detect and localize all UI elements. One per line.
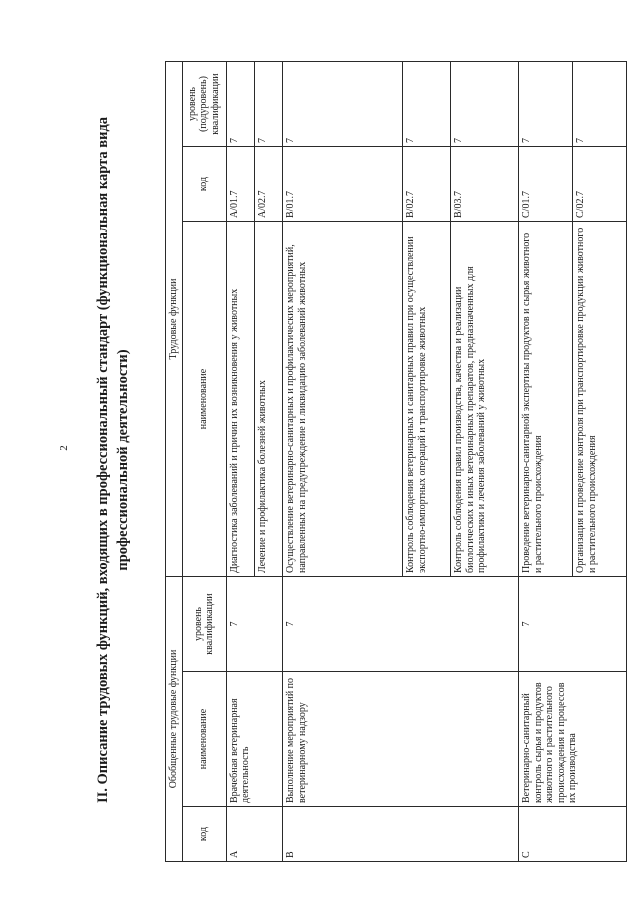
- gen-code: A: [226, 807, 283, 862]
- functional-map: [165, 62, 627, 862]
- table-row: [519, 62, 573, 862]
- header-fn-name: наименование: [182, 222, 226, 577]
- fn-level: 7: [451, 62, 519, 147]
- fn-code: B/01.7: [283, 147, 403, 222]
- fn-code: B/03.7: [451, 147, 519, 222]
- fn-name: Контроль соблюдения правил производства, качества и реализации биологических и иных ветеринарных препаратов, предназначенных для профилактики и лечения заболеваний у животных: [451, 222, 519, 577]
- gen-name: Врачебная ветеринарная деятельность: [226, 672, 283, 807]
- header-labor: Трудовые функции: [166, 62, 183, 577]
- header-gen-name: наименование: [182, 672, 226, 807]
- header-generalized: Обобщенные трудовые функции: [166, 577, 183, 862]
- fn-level: 7: [226, 62, 254, 147]
- table-row: [283, 62, 403, 862]
- fn-name: Организация и проведение контроля при транспортировке продукции животного и растительного происхождения: [573, 222, 627, 577]
- header-fn-code: код: [182, 147, 226, 222]
- page-number: 2: [58, 445, 70, 451]
- gen-level: 7: [283, 577, 519, 672]
- fn-code: C/02.7: [573, 147, 627, 222]
- gen-code: C: [519, 807, 627, 862]
- fn-name: Лечение и профилактика болезней животных: [254, 222, 282, 577]
- section-title: II. Описание трудовых функций, входящих в профессиональный стандарт (функциональная карта вида профессиональной деятельности): [95, 116, 131, 804]
- fn-name: Осуществление ветеринарно-санитарных и профилактических мероприятий, направленных на предупреждение и ликвидацию заболеваний животных: [283, 222, 403, 577]
- header-fn-level: уровень (подуровень) квалификации: [182, 62, 226, 147]
- gen-level: 7: [226, 577, 283, 672]
- fn-level: 7: [519, 62, 573, 147]
- gen-code: B: [283, 807, 519, 862]
- header-gen-level: уровень квалификации: [182, 577, 226, 672]
- gen-level: 7: [519, 577, 627, 672]
- fn-code: B/02.7: [403, 147, 451, 222]
- fn-level: 7: [283, 62, 403, 147]
- fn-name: Контроль соблюдения ветеринарных и санитарных правил при осуществлении экспортно-импортных операций и транспортировке животных: [403, 222, 451, 577]
- header-gen-code: код: [182, 807, 226, 862]
- fn-code: A/01.7: [226, 147, 254, 222]
- fn-name: Диагностика заболеваний и причин их возникновения у животных: [226, 222, 254, 577]
- gen-name: Ветеринарно-санитарный контроль сырья и продуктов животного и растительного происхождения и процессов их производства: [519, 672, 627, 807]
- fn-code: A/02.7: [254, 147, 282, 222]
- gen-name: Выполнение мероприятий по ветеринарному надзору: [283, 672, 519, 807]
- fn-code: C/01.7: [519, 147, 573, 222]
- fn-level: 7: [403, 62, 451, 147]
- functions-table: [165, 61, 627, 862]
- fn-level: 7: [573, 62, 627, 147]
- fn-name: Проведение ветеринарно-санитарной экспертизы продуктов и сырья животного и растительного происхождения: [519, 222, 573, 577]
- table-row: [226, 62, 254, 862]
- fn-level: 7: [254, 62, 282, 147]
